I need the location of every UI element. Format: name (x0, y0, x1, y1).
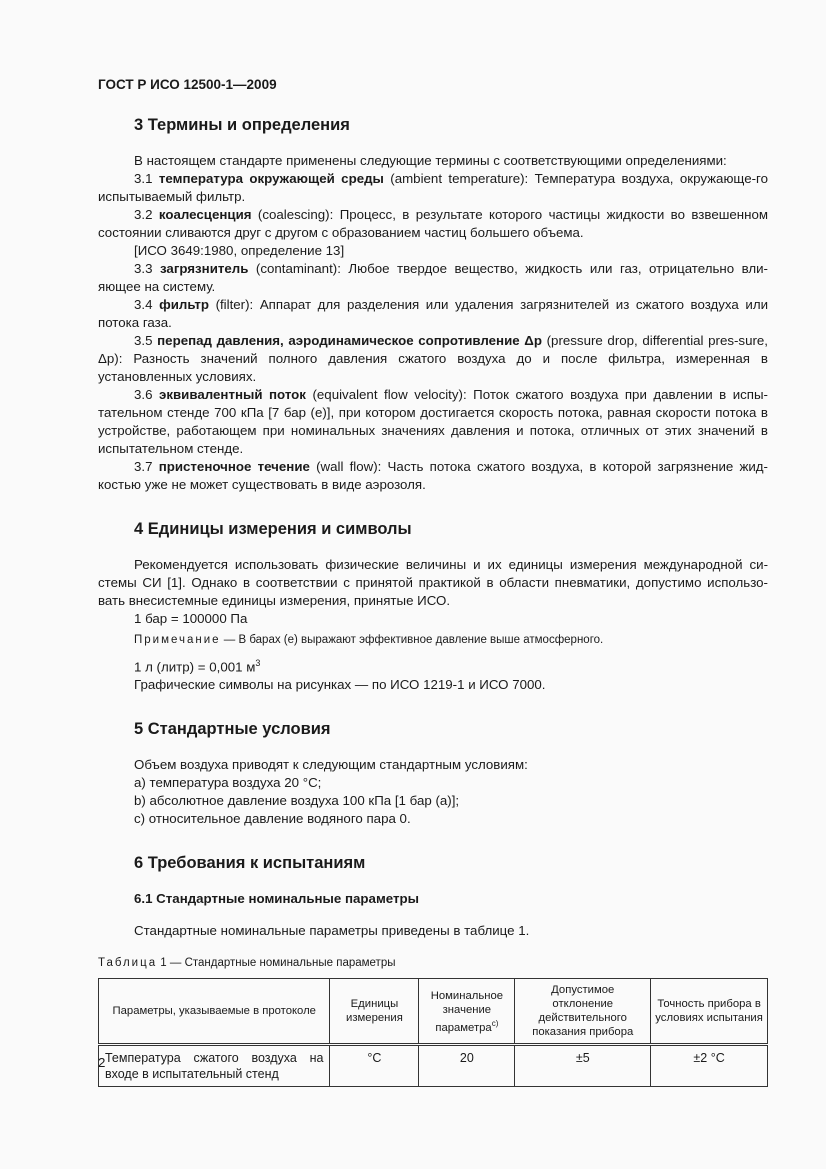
term-3-2: 3.2 коалесценция (coalescing): Процесс, в результате которого частицы жидкости во взвешенном состоянии сливаются друг с другом с образованием частиц большего объема. (98, 207, 768, 240)
section-5-title: 5 Стандартные условия (134, 720, 331, 739)
table-cell: 20 (419, 1045, 515, 1087)
subsection-6-1-title: 6.1 Стандартные номинальные параметры (134, 891, 419, 907)
section-4-para: Рекомендуется использовать физические величины и их единицы измерения международной си-стемы СИ [1]. Однако в соответствии с принятой практикой в области пневматики, допустимо использо-вать внесистемные единицы измерения, принятые ИСО. (98, 557, 768, 608)
document-header: ГОСТ Р ИСО 12500-1—2009 (98, 77, 277, 92)
note: Примечание — В барах (е) выражают эффективное давление выше атмосферного. (134, 634, 604, 646)
condition-item: b) абсолютное давление воздуха 100 кПа [1 бар (а)]; (134, 793, 460, 809)
table-cell: °С (330, 1045, 419, 1087)
condition-item: с) относительное давление водяного пара 0. (134, 811, 411, 827)
page-number: 2 (98, 1055, 106, 1070)
condition-item: а) температура воздуха 20 °С; (134, 775, 322, 791)
term-3-7: 3.7 пристеночное течение (wall flow): Часть потока сжатого воздуха, в которой загрязнение жид-костью уже не может существовать в виде аэрозоля. (98, 459, 768, 492)
parameters-table (98, 978, 768, 1087)
content (98, 112, 768, 1087)
header-accuracy: Точность прибора в условиях испытания (651, 979, 768, 1045)
term-3-5: 3.5 перепад давления, аэродинамическое сопротивление Δp (pressure drop, differential pres-sure, Δp): Разность значений полного давления сжатого воздуха до и после фильтра, измеренная в установленных условиях. (98, 333, 768, 384)
section-4-title: 4 Единицы измерения и символы (134, 520, 412, 538)
section-6-title: 6 Требования к испытаниям (134, 854, 366, 873)
header-units: Единицы измерения (330, 979, 419, 1045)
section-5-intro: Объем воздуха приводят к следующим стандартным условиям: (134, 757, 528, 773)
table-cell: ±2 °С (651, 1045, 768, 1087)
header-nominal: Номинальное значение параметра$^{с)}$ (419, 979, 515, 1045)
term-3-3: 3.3 загрязнитель (contaminant): Любое твердое вещество, жидкость или газ, отрицательно вли-яющее на систему. (98, 261, 768, 294)
section-3-intro: В настоящем стандарте применены следующие термины с соответствующими определениями: (134, 153, 727, 168)
section-6-para: Стандартные номинальные параметры приведены в таблице 1. (134, 923, 530, 939)
term-3-1: 3.1 температура окружающей среды (ambient temperature): Температура воздуха, окружающе-го испытываемый фильтр. (98, 171, 768, 204)
section-3-title: 3 Термины и определения (134, 116, 350, 134)
term-3-6: 3.6 эквивалентный поток (equivalent flow velocity): Поток сжатого воздуха при давлении в испы-тательном стенде 700 кПа [7 бар (е)], при котором достигается скорость потока, равная скорости потока в устройстве, работающем при номинальных значениях давления и потока, отличных от этих значений в испытательном стенде. (98, 387, 768, 456)
header-deviation: Допустимое отклонение действительного показания прибора (515, 979, 651, 1045)
table-cell: Температура сжатого воздуха на входе в испытательный стенд (99, 1045, 330, 1087)
bar-definition: 1 бар = 100000 Па (134, 611, 248, 626)
term-3-2-ref: [ИСО 3649:1980, определение 13] (134, 243, 345, 258)
term-3-4: 3.4 фильтр (filter): Аппарат для разделения или удаления загрязнителей из сжатого воздуха или потока газа. (98, 297, 769, 330)
header-parameters: Параметры, указываемые в протоколе (99, 979, 330, 1045)
table-caption: Таблица 1 — Стандартные номинальные параметры (98, 957, 396, 970)
litre-definition: 1 л (литр) = 0,001 $м^3$ (134, 658, 261, 675)
table-cell: ±5 (515, 1045, 651, 1087)
table-row (99, 1045, 768, 1087)
graphic-symbols: Графические символы на рисунках — по ИСО 1219-1 и ИСО 7000. (134, 677, 546, 693)
